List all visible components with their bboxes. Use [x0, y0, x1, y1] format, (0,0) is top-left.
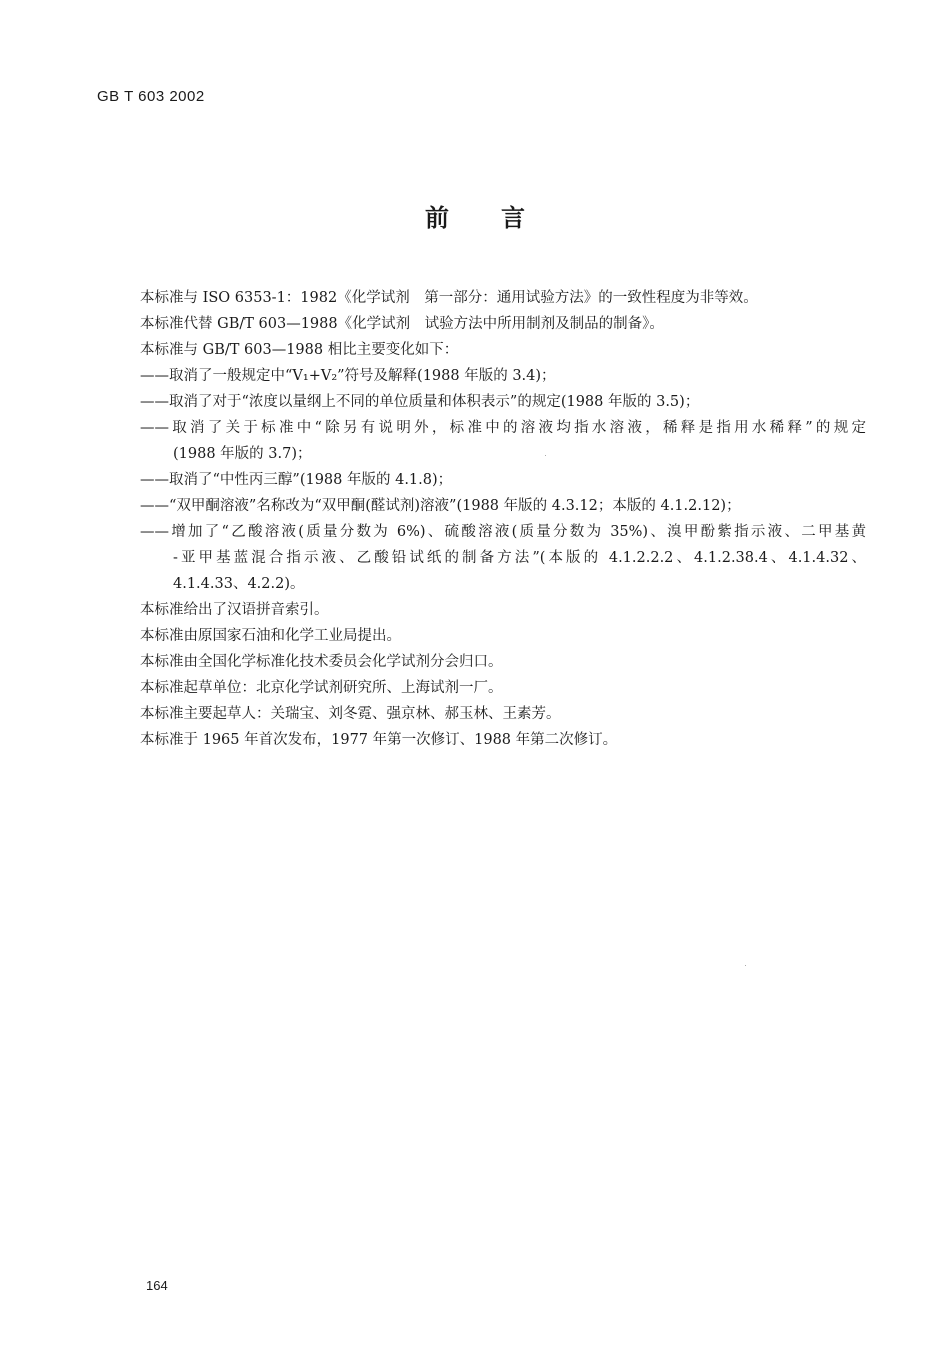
paragraph-consistency: 本标准与 ISO 6353-1：1982《化学试剂 第一部分：通用试验方法》的一致性程度为非等效。 — [140, 290, 758, 306]
paragraph-drafting-units: 本标准起草单位：北京化学试剂研究所、上海试剂一厂。 — [140, 680, 503, 696]
change-item-1: ——取消了一般规定中“V₁+V₂”符号及解释(1988 年版的 3.4)； — [140, 368, 556, 384]
standard-code: GB T 603 2002 — [97, 88, 205, 105]
change-item-6-continuation-2: 4.1.4.33、4.2.2)。 — [173, 576, 305, 592]
change-item-3-continuation: (1988 年版的 3.7)； — [173, 446, 312, 462]
scan-speck — [745, 965, 746, 966]
change-item-5: ——“双甲酮溶液”名称改为“双甲酮(醛试剂)溶液”(1988 年版的 4.3.12；本版的 4.1.2.12)； — [140, 498, 741, 514]
paragraph-proposer: 本标准由原国家石油和化学工业局提出。 — [140, 628, 401, 644]
change-item-2: ——取消了对于“浓度以量纲上不同的单位质量和体积表示”的规定(1988 年版的 3.5)； — [140, 394, 700, 410]
change-item-3: ——取消了关于标准中“除另有说明外，标准中的溶液均指水溶液，稀释是指用水稀释”的规定 — [140, 420, 866, 436]
paragraph-replaces: 本标准代替 GB/T 603—1988《化学试剂 试验方法中所用制剂及制品的制备》。 — [140, 316, 664, 332]
paragraph-drafters: 本标准主要起草人：关瑞宝、刘冬霓、强京林、郝玉林、王素芳。 — [140, 706, 561, 722]
page-number: 164 — [146, 1278, 168, 1293]
paragraph-changes-intro: 本标准与 GB/T 603—1988 相比主要变化如下： — [140, 342, 459, 358]
change-item-6-continuation-1: -亚甲基蓝混合指示液、乙酸铅试纸的制备方法”(本版的 4.1.2.2.2、4.1.2.38.4、4.1.4.32、 — [173, 550, 866, 566]
change-item-4: ——取消了“中性丙三醇”(1988 年版的 4.1.8)； — [140, 472, 453, 488]
scan-speck — [545, 455, 546, 456]
paragraph-pinyin-index: 本标准给出了汉语拼音索引。 — [140, 602, 329, 618]
page-title: 前言 — [425, 204, 577, 232]
paragraph-history: 本标准于 1965 年首次发布，1977 年第一次修订、1988 年第二次修订。 — [140, 732, 618, 748]
change-item-6: ——增加了“乙酸溶液(质量分数为 6%)、硫酸溶液(质量分数为 35%)、溴甲酚紫指示液、二甲基黄 — [140, 524, 866, 540]
paragraph-responsible-committee: 本标准由全国化学标准化技术委员会化学试剂分会归口。 — [140, 654, 503, 670]
